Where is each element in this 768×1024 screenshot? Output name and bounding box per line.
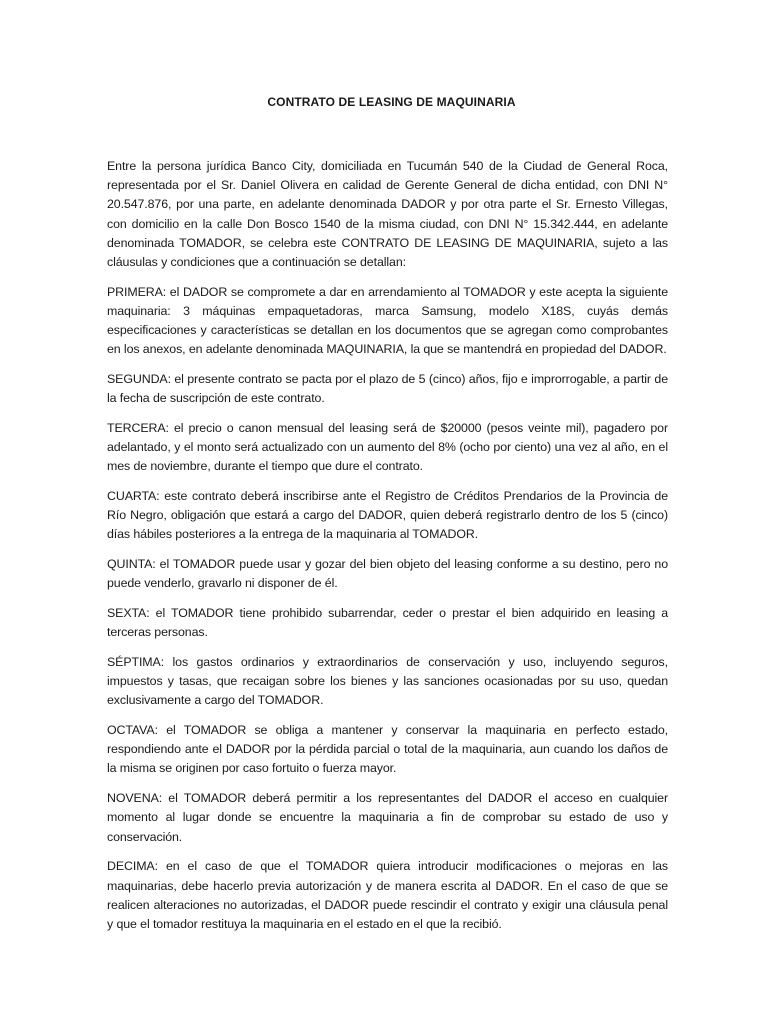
- clause-text: los gastos ordinarios y extraordinarios de conservación y uso, incluyendo seguros, impuestos y tasas, que recaigan sobre los bienes y las sanciones ocasionadas por su uso, quedan exclusivamente a cargo del TOMADOR.: [107, 654, 668, 708]
- clause-heading: SÉPTIMA:: [107, 654, 165, 669]
- clause-primera: [107, 283, 668, 360]
- clause-cuarta: [107, 487, 668, 545]
- clause-sexta: [107, 604, 668, 642]
- clause-novena: [107, 789, 668, 847]
- clause-segunda: [107, 370, 668, 408]
- clause-octava: [107, 721, 668, 779]
- clause-text: el TOMADOR puede usar y gozar del bien objeto del leasing conforme a su destino, pero no puede venderlo, gravarlo ni disponer de él.: [107, 557, 668, 591]
- clause-heading: QUINTA:: [107, 557, 156, 572]
- clause-text: este contrato deberá inscribirse ante el Registro de Créditos Prendarios de la Provincia de Río Negro, obligación que estará a cargo del DADOR, quien deberá registrarlo dentro de los 5 (cinco) días hábiles posteriores a la entrega de la maquinaria al TOMADOR.: [107, 489, 668, 542]
- clause-heading: NOVENA:: [107, 791, 163, 806]
- clause-text: el DADOR se compromete a dar en arrendamiento al TOMADOR y este acepta la siguiente maquinaria: 3 máquinas empaquetadoras, marca Samsung, modelo X18S, cuyás demás especificaciones y características se detallan en los documentos que se agregan como comprobantes en los anexos, en adelante denominada MAQUINARIA, la que se mantendrá en propiedad del DADOR.: [107, 284, 668, 357]
- clause-text: en el caso de que el TOMADOR quiera introducir modificaciones o mejoras en las maquinarias, debe hacerlo previa autorización y de manera escrita al DADOR. En el caso de que se realicen alteraciones no autorizadas, el DADOR puede rescindir el contrato y exigir una cláusula penal y que el tomador restituya la maquinaria en el estado en el que la recibió.: [107, 859, 668, 931]
- clause-heading: PRIMERA:: [107, 284, 167, 299]
- clause-text: el TOMADOR se obliga a mantener y conservar la maquinaria en perfecto estado, respondiendo ante el DADOR por la pérdida parcial o total de la maquinaria, aun cuando los daños de la misma se originen por caso fortuito o fuerza mayor.: [107, 723, 668, 776]
- clause-text: el presente contrato se pacta por el plazo de 5 (cinco) años, fijo e improrrogable, a partir de la fecha de suscripción de este contrato.: [107, 372, 668, 406]
- clause-heading: OCTAVA:: [107, 723, 158, 738]
- clause-heading: SEGUNDA:: [107, 372, 171, 387]
- clause-heading: SEXTA:: [107, 606, 150, 621]
- document-title: CONTRATO DE LEASING DE MAQUINARIA: [267, 95, 516, 109]
- clause-text: el TOMADOR tiene prohibido subarrendar, ceder o prestar el bien adquirido en leasing a terceras personas.: [107, 606, 668, 640]
- intro-paragraph: Entre la persona jurídica Banco City, domiciliada en Tucumán 540 de la Ciudad de General Roca, representada por el Sr. Daniel Olivera en calidad de Gerente General de dicha entidad, con DNI N° 20.547.876, por una parte, en adelante denominada DADOR y por otra parte el Sr. Ernesto Villegas, con domicilio en la calle Don Bosco 1540 de la misma ciudad, con DNI N° 15.342.444, en adelante denominada TOMADOR, se celebra este CONTRATO DE LEASING DE MAQUINARIA, sujeto a las cláusulas y condiciones que a continuación se detallan:: [107, 159, 668, 270]
- clause-heading: CUARTA:: [107, 489, 160, 504]
- clause-septima: [107, 653, 668, 711]
- clause-heading: DECIMA:: [107, 859, 158, 874]
- clause-text: el TOMADOR deberá permitir a los representantes del DADOR el acceso en cualquier momento al lugar donde se encuentre la maquinaria a fin de comprobar su estado de uso y conservación.: [107, 791, 668, 844]
- clause-heading: TERCERA:: [107, 420, 169, 435]
- clause-decima: [107, 857, 668, 934]
- clause-tercera: [107, 419, 668, 477]
- clause-quinta: [107, 555, 668, 593]
- clause-text: el precio o canon mensual del leasing será de $20000 (pesos veinte mil), pagadero por adelantado, y el monto será actualizado con un aumento del 8% (ocho por ciento) una vez al año, en el mes de noviembre, durante el tiempo que dure el contrato.: [107, 420, 668, 474]
